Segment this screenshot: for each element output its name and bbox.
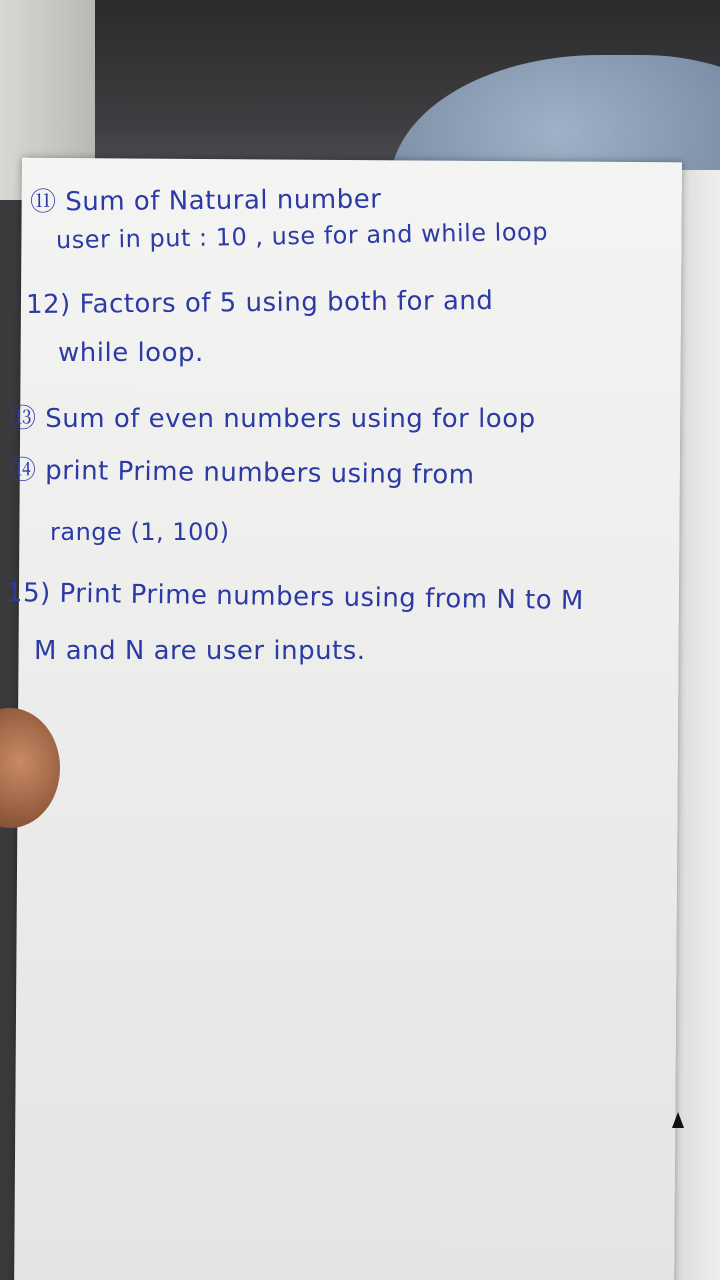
handwritten-line-5: ⑬ Sum of even numbers using for loop [10,404,536,434]
handwritten-line-8: 15) Print Prime numbers using from N to M [5,577,585,617]
handwritten-line-2: user in put : 10 , use for and while loop [55,217,549,255]
handwritten-line-4: while loop. [58,338,204,368]
handwritten-line-7: range (1, 100) [50,518,230,546]
handwritten-line-1: ⑪ Sum of Natural number [29,184,382,218]
handwritten-line-3: 12) Factors of 5 using both for and [25,285,494,321]
notebook-page [14,158,682,1280]
handwritten-line-6: ⑭ print Prime numbers using from [9,455,475,491]
handwritten-line-9: M and N are user inputs. [34,636,366,666]
